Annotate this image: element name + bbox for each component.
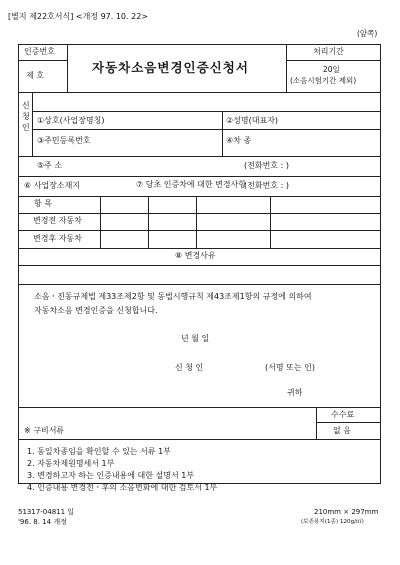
- workplace-location-field[interactable]: ⑥ 사업장소재지: [24, 181, 81, 190]
- paper-spec: (보존용지(1종) 120g/㎡): [301, 519, 364, 525]
- processing-period-note: (소음시험기간 제외): [290, 76, 357, 85]
- processing-period-days: 20일: [323, 65, 340, 74]
- cert-issue-label: 제 호: [26, 71, 44, 80]
- document-item: 2. 자동차제원명세서 1부: [27, 459, 115, 468]
- representative-name-field[interactable]: ②성명(대표자): [226, 116, 279, 125]
- applicant-signature-label: 신 청 인: [175, 363, 204, 372]
- address-phone-field[interactable]: (전화번호 : ): [244, 161, 289, 170]
- declaration-line-2: 자동차소음 변경인증을 신청합니다.: [34, 306, 158, 315]
- workplace-phone-field[interactable]: (전화번호 : ): [244, 181, 289, 190]
- application-date[interactable]: 년 월 일: [181, 334, 210, 343]
- document-item: 3. 변경하고자 하는 인증내용에 대한 설명서 1부: [27, 471, 195, 480]
- changes-heading: ⑦ 당초 인증차에 대한 변경사항: [136, 180, 247, 189]
- processing-period-label: 처리기간: [313, 47, 344, 56]
- reason-heading: ⑧ 변경사유: [175, 251, 216, 260]
- address-field[interactable]: ⑤주 소: [37, 161, 63, 170]
- before-vehicle-label: 변경전 자동차: [33, 216, 82, 225]
- resident-number-field[interactable]: ③주민등록번호: [37, 136, 91, 145]
- page-side-label: (앞쪽): [357, 29, 378, 38]
- fee-label: 수수료: [331, 410, 355, 419]
- footer-code: 51317-04811 일: [18, 508, 75, 516]
- company-name-field[interactable]: ①상호(사업장명칭): [37, 116, 105, 125]
- applicant-side-label: 신 청 인: [22, 101, 30, 132]
- form-number: [별지 제22호서식] <개정 97. 10. 22>: [8, 12, 148, 21]
- declaration-line-1: 소음ㆍ진동규제법 제33조제2항 및 동법시행규칙 제43조제1항의 규정에 의하여: [34, 292, 312, 301]
- form-title: 자동차소음변경인증신청서: [92, 60, 249, 75]
- change-item-header: 항 목: [34, 199, 52, 208]
- form-frame: [18, 44, 381, 484]
- vehicle-type-field[interactable]: ④차 종: [226, 136, 252, 145]
- cert-number-label: 인증번호: [24, 47, 55, 56]
- document-item: 1. 동일차종임을 확인할 수 있는 서류 1부: [27, 447, 171, 456]
- fee-value: 없 음: [333, 426, 351, 435]
- signature-field[interactable]: (서명 또는 인): [265, 363, 315, 372]
- document-item: 4. 인증내용 변경전ㆍ후의 소음변화에 대한 검토서 1부: [27, 483, 218, 492]
- footer-revision-date: '96. 8. 14 개정: [18, 518, 67, 526]
- after-vehicle-label: 변경후 자동차: [33, 234, 82, 243]
- addressee-label: 귀하: [287, 388, 303, 397]
- required-documents-heading: ※ 구비서류: [24, 426, 65, 435]
- paper-size: 210mm × 297mm: [314, 508, 379, 516]
